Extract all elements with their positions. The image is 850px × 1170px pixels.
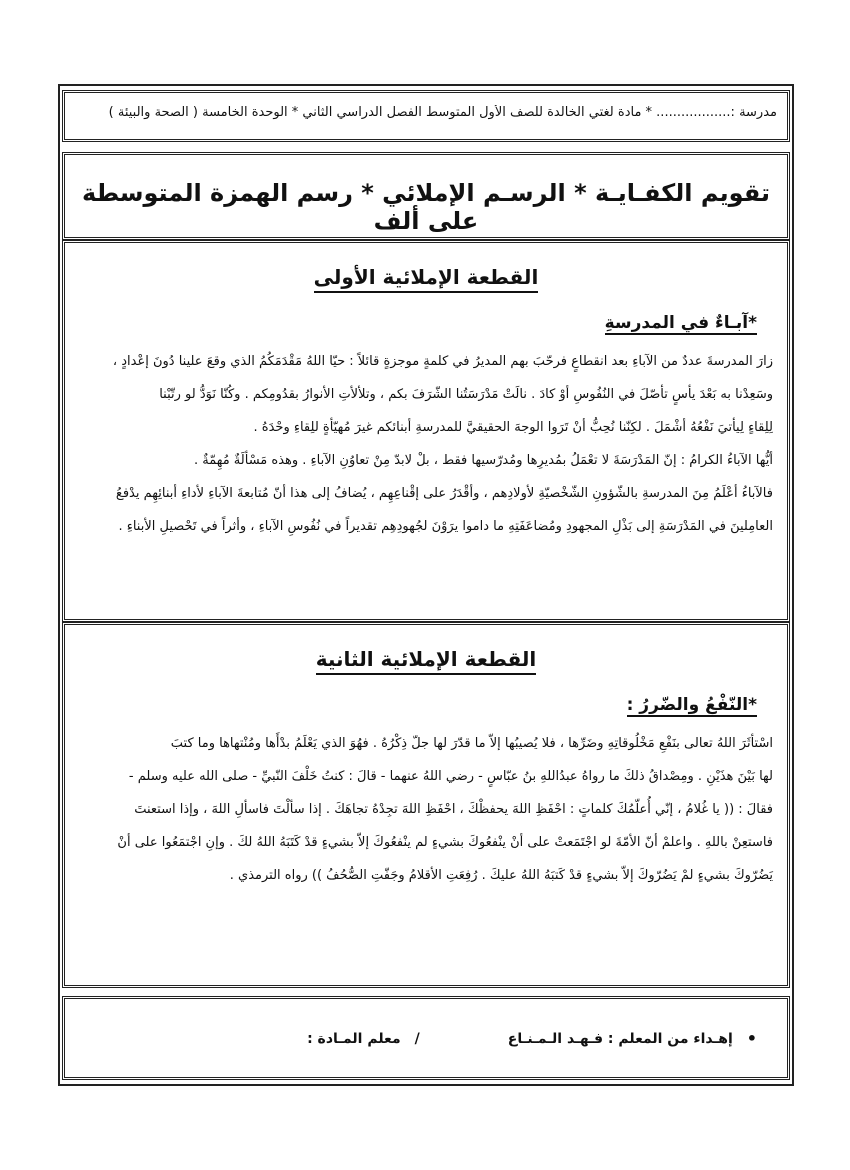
footer [105,1029,757,1048]
text-line: وسَعِدْنا به بَعْدَ يأسٍ تأصّلَ في النُفُوسِ أوْ كادَ . نالَتْ مَدْرَسَتُنا الشّرَفَ بكم ، وتلألأتِ الأنوارُ بقدُومِكم . وكُنّا نَوَدُّ لو رتّبْنا [159,387,773,402]
text-line: العامِلينَ في المَدْرَسَةِ إلى بَذْلِ المجهودِ ومُضاعَفَتِهِ ما داموا يرَوْنَ لجُهودِهِم تقديراً في نُفُوسِ الآباءِ ، وأثراً في تَحْصيلِ الأبناءِ . [118,519,773,534]
footer-separator: / [414,1030,420,1047]
text-line: اسْتأثَرَ اللهُ تعالى بنَفْعِ مَخْلُوقاتِهِ وضَرِّها ، فلا يُصيبُها إلاّ ما قدّرَ لها جلّ ذِكْرُهُ . فهُوَ الذي يَعْلَمُ بدْأَها ومُنْتهاها وما كتبَ [170,736,773,751]
section-two-subheading: *النّفْعُ والضّررُ : [626,695,757,715]
text-line: يَضُرّوكَ بشيءٍ لمْ يَضُرّوكَ إلاّ بشيءٍ قدْ كَتبَهُ اللهُ عليكَ . رُفِعَتِ الأقلامُ وجَفّتِ الصُّحُفُ )) رواه الترمذي . [229,868,773,883]
text-line: زارَ المدرسةَ عددٌ من الآباءِ بعد انقطاعٍ فرحّبَ بهم المديرُ في كلمةٍ موجزةٍ قائلاً : حيّا اللهُ مَقْدَمَكُمُ الذي وقعَ علينا دُونَ إعْدادٍ ، [112,354,773,369]
title-box [62,152,790,240]
footer-box [62,996,790,1080]
page-title: تقويم الكفـايـة * الرسـم الإملائي * رسم الهمزة المتوسطة على ألف [81,179,771,235]
section-one-text [79,345,773,543]
school-header: مدرسة :.................. * مادة لغتي الخالدة للصف الأول المتوسط الفصل الدراسي الثاني * الوحدة الخامسة ( الصحة والبيئة ) [108,105,777,120]
section-one-subheading: *آبـاءٌ في المدرسةِ [604,313,757,333]
section-two-text [79,727,773,892]
section-one-heading: القطعة الإملائية الأولى [65,265,787,289]
text-line: لِلِقاءٍ لِيأتيَ نَفْعُهُ أشْمَلَ . لكِنّنا نُحِبُّ أنْ تَرَوا الوجهَ الحقيقيَّ للمدرسةِ أبنائكم غيرَ مُهيّأةٍ للِقاءِ وحْدَهُ . [253,420,773,435]
section-two-heading: القطعة الإملائية الثانية [65,647,787,671]
text-line: فاستعِنْ باللهِ . واعلمْ أنّ الأمّةَ لو اجْتَمَعتْ على أنْ ينْفعُوكَ بشيءٍ لم ينْفعُوكَ إلاّ بشيءٍ قدْ كَتَبَهُ اللهُ لكَ . وإنِ اجْتمَعُوا على أنْ [117,835,773,850]
text-line: فقالَ : (( يا غُلامُ ، إنّي أُعلّمُكَ كلماتٍ : احْفَظِ اللهَ يحفظْكَ ، احْفَظِ اللهَ تجِدْهُ تجاهَكَ . إذا سألْتَ فاسألِ اللهَ ، وإذا استعنتَ [134,802,773,817]
text-line: أيُّها الآباءُ الكرامُ : إنّ المَدْرَسَةَ لا تعْمَلُ بمُديرِها ومُدرّسيها فقط ، بلْ لابدّ مِنْ تعاوُنِ الآباءِ . وهذه مَسْألَةٌ مُهِمّةٌ . [193,453,773,468]
subject-teacher: معلم المـادة : [307,1030,401,1047]
section-two [62,622,790,988]
prepared-by: إهـداء من المعلم : فـهـد الـمـنـاع [507,1030,733,1047]
text-line: لها بَيْنَ هذَيْنِ . ومِصْداقُ ذلكَ ما رواهُ عبدُاللهِ بنُ عبّاسٍ - رضي اللهُ عنهما - قالَ : كنتُ خَلْفَ النّبيِّ - صلى الله عليه وسلم - [128,769,773,784]
text-line: فالآباءُ أعْلَمُ مِنَ المدرسةِ بالشّؤونِ الشّخْصيّةِ لأولادِهم ، وأقْدَرُ على إقْناعِهِم ، يُضافُ إلى هذا أنّ مُتابعةَ الآباءِ لأداءِ أبنائِهِم يدْفعُ [115,486,773,501]
bullet-icon: • [746,1029,757,1048]
section-one [62,240,790,622]
header-box [62,90,790,142]
